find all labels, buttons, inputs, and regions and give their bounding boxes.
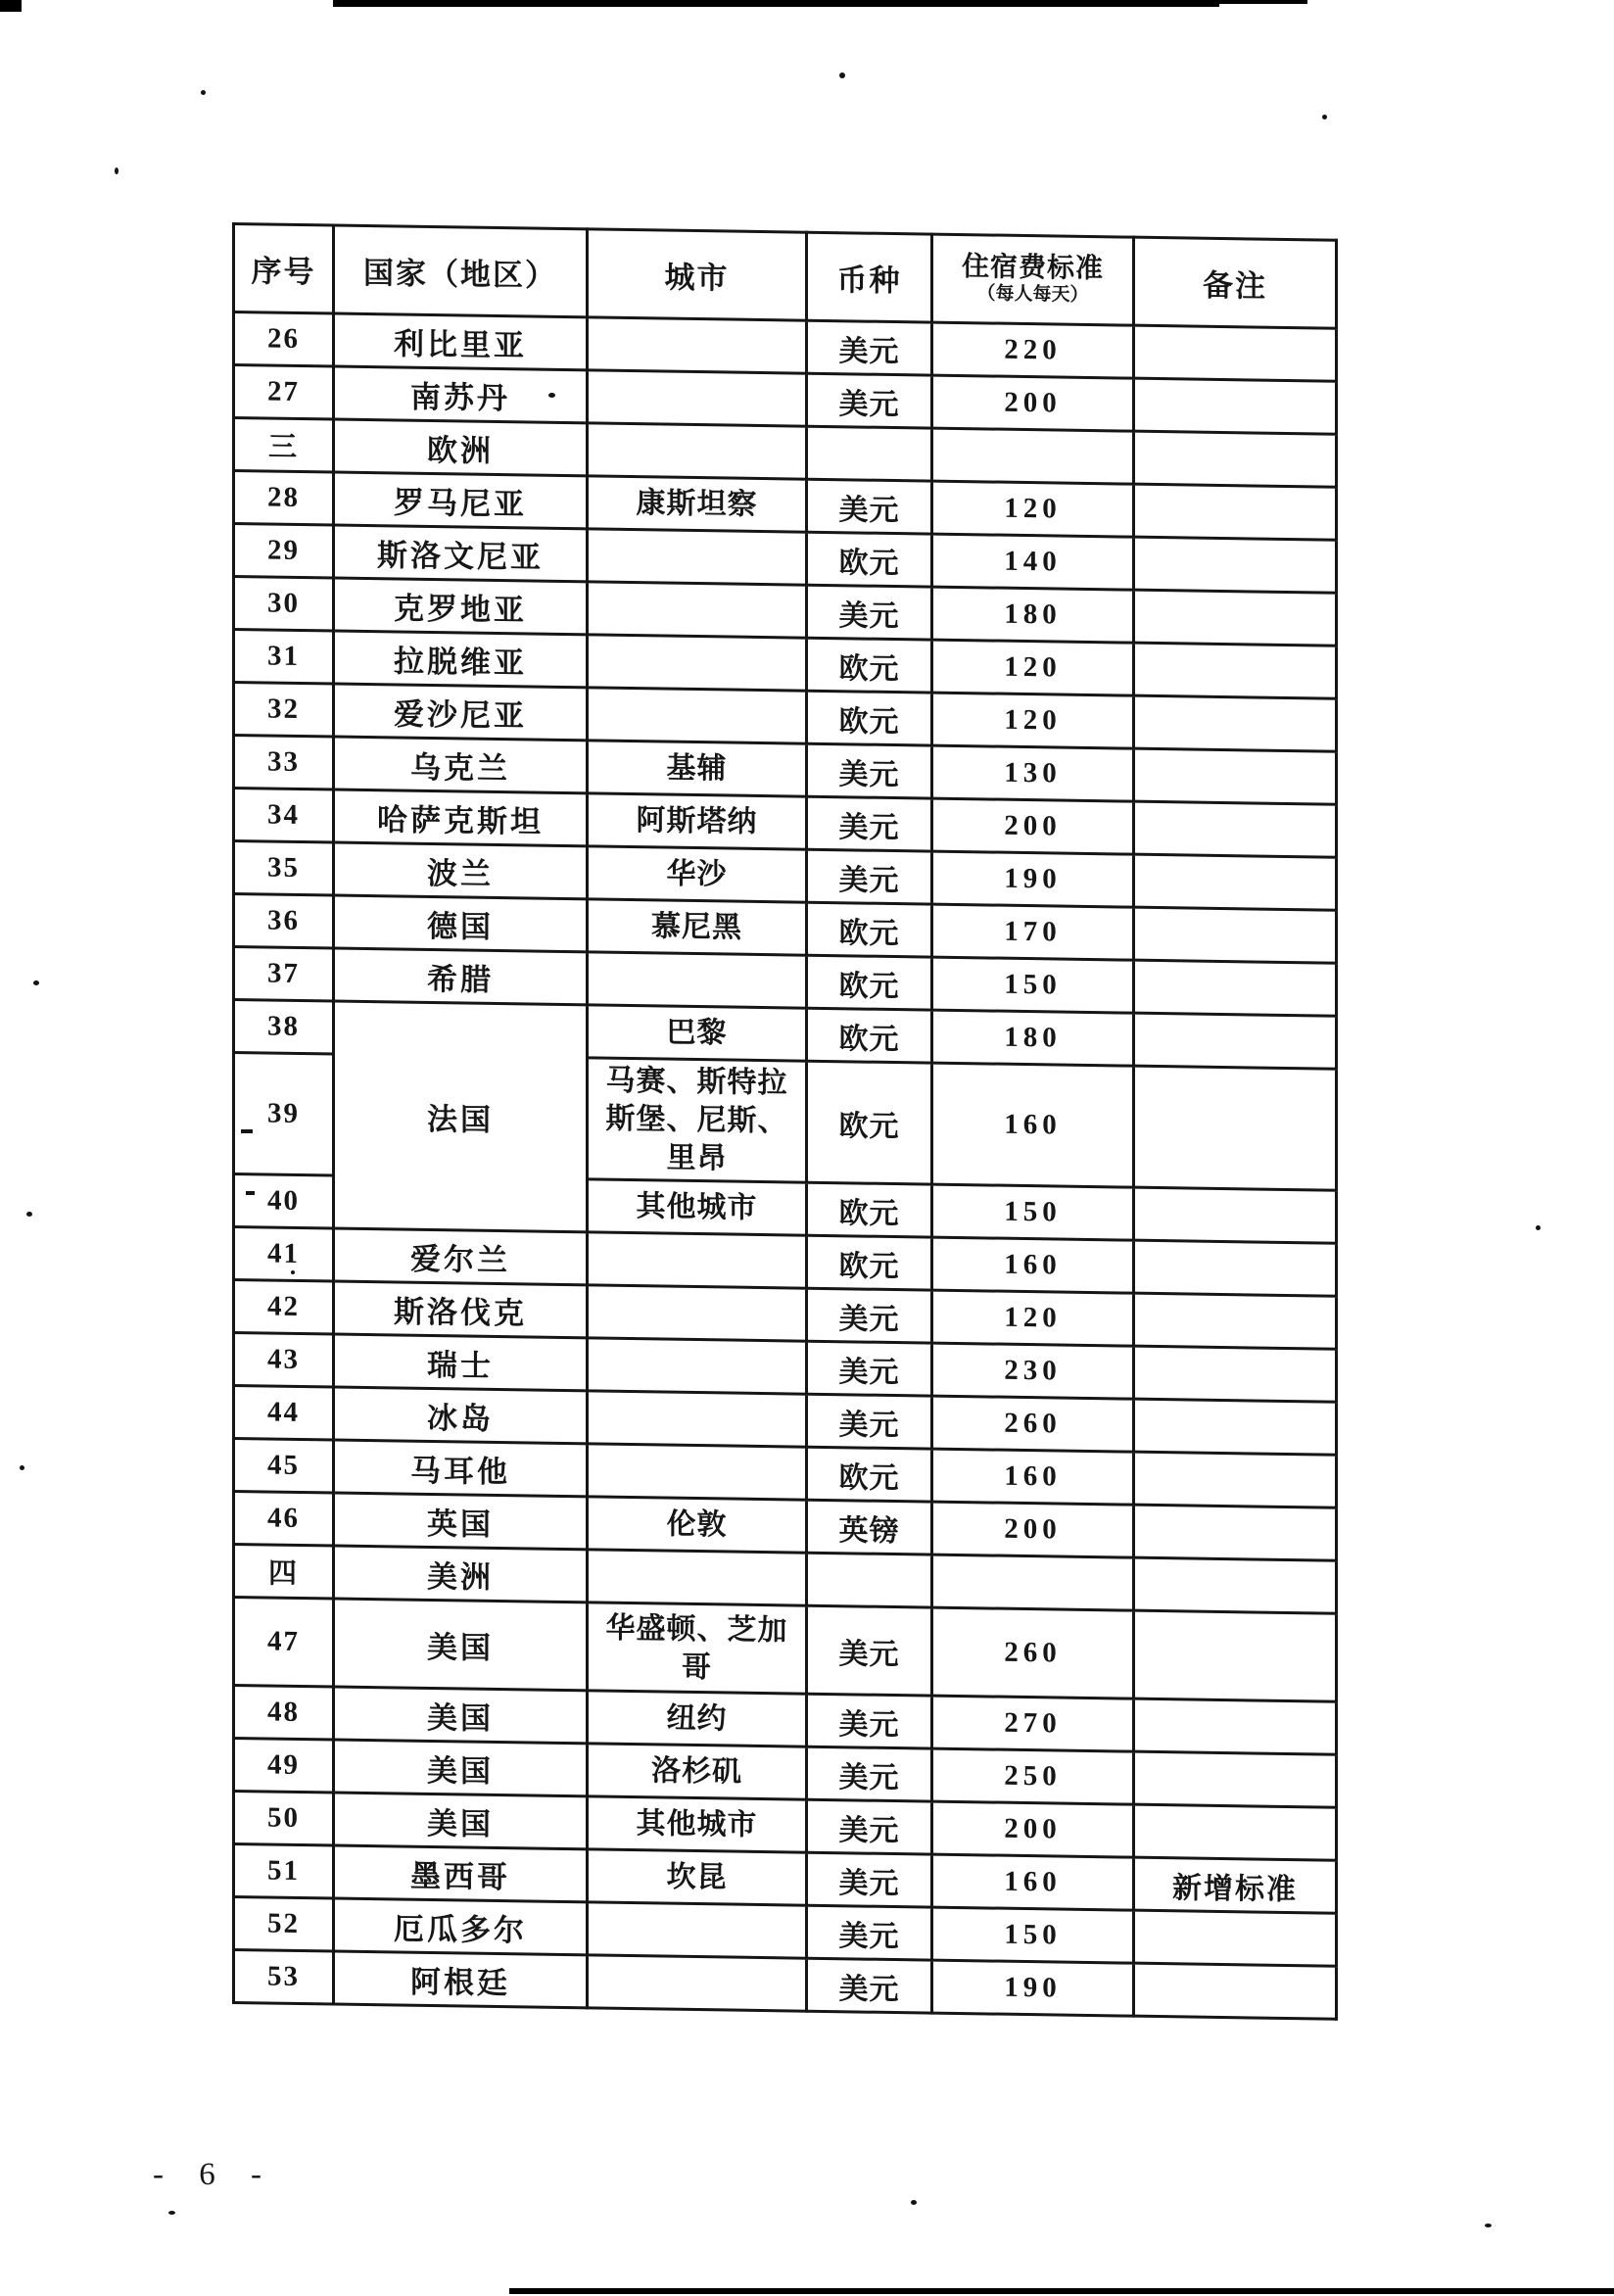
scan-speck	[839, 72, 845, 78]
cell-currency: 美元	[807, 1694, 932, 1748]
cell-country: 冰岛	[334, 1387, 588, 1444]
cell-note	[1134, 325, 1337, 381]
cell-country: 南苏丹	[334, 366, 588, 423]
cell-note	[1134, 537, 1337, 593]
cell-note	[1134, 643, 1337, 698]
cell-currency: 美元	[807, 1905, 932, 1960]
cell-country: 美洲	[334, 1546, 588, 1602]
cell-note	[1134, 854, 1337, 910]
cell-currency: 美元	[807, 373, 932, 428]
cell-no: 40	[234, 1174, 334, 1229]
cell-currency: 欧元	[807, 638, 932, 693]
cell-note	[1134, 1452, 1337, 1507]
scan-speck	[26, 1212, 32, 1217]
cell-no: 39	[234, 1053, 334, 1176]
cell-note	[1134, 960, 1337, 1016]
cell-rate: 180	[932, 587, 1134, 643]
cell-no: 33	[234, 736, 334, 790]
table-header-row	[234, 224, 1337, 329]
cell-rate: 200	[932, 1801, 1134, 1857]
cell-rate: 120	[932, 1290, 1134, 1346]
cell-no: 43	[234, 1333, 334, 1388]
cell-country: 利比里亚	[334, 313, 588, 370]
cell-note	[1134, 1013, 1337, 1069]
rates-table-body	[234, 312, 1337, 2020]
cell-city: 其他城市	[588, 1179, 807, 1235]
cell-currency: 欧元	[807, 1235, 932, 1290]
header-rate-subtitle: （每人每天）	[976, 283, 1089, 307]
cell-rate: 270	[932, 1696, 1134, 1751]
cell-city: 坎昆	[588, 1849, 807, 1905]
cell-currency: 美元	[807, 1394, 932, 1449]
cell-currency: 美元	[807, 1958, 932, 2013]
cell-note	[1134, 484, 1337, 540]
header-rate	[932, 234, 1134, 325]
cell-note	[1134, 1910, 1337, 1966]
cell-currency: 欧元	[807, 532, 932, 587]
rates-table	[232, 222, 1338, 2021]
cell-note	[1134, 1963, 1337, 2019]
cell-no: 48	[234, 1686, 334, 1741]
cell-rate: 170	[932, 904, 1134, 960]
cell-country: 乌克兰	[334, 737, 588, 793]
cell-rate	[932, 428, 1134, 484]
cell-city: 马赛、斯特拉斯堡、尼斯、里昂	[588, 1058, 807, 1182]
cell-city: 慕尼黑	[588, 899, 807, 955]
cell-rate: 230	[932, 1343, 1134, 1399]
cell-no: 32	[234, 683, 334, 738]
scan-speck	[1322, 115, 1327, 120]
cell-no: 四	[234, 1545, 334, 1600]
cell-rate: 260	[932, 1396, 1134, 1452]
cell-currency: 欧元	[807, 1008, 932, 1063]
cell-rate: 120	[932, 693, 1134, 748]
cell-country: 斯洛文尼亚	[334, 525, 588, 582]
cell-note	[1134, 801, 1337, 857]
cell-rate: 190	[932, 851, 1134, 907]
cell-city	[588, 370, 807, 426]
cell-country: 克罗地亚	[334, 578, 588, 635]
cell-city	[588, 688, 807, 743]
cell-no: 37	[234, 947, 334, 1002]
cell-no: 31	[234, 630, 334, 685]
cell-country: 哈萨克斯坦	[334, 789, 588, 846]
cell-rate: 200	[932, 798, 1134, 854]
cell-city: 伦敦	[588, 1497, 807, 1553]
cell-currency: 美元	[807, 1605, 932, 1696]
cell-no: 27	[234, 365, 334, 420]
cell-currency: 欧元	[807, 1061, 932, 1184]
cell-rate: 200	[932, 1502, 1134, 1557]
cell-no: 28	[234, 471, 334, 526]
cell-city	[588, 1955, 807, 2011]
cell-currency: 美元	[807, 1288, 932, 1343]
cell-note	[1134, 1187, 1337, 1243]
cell-no: 38	[234, 1000, 334, 1055]
cell-note	[1134, 1293, 1337, 1349]
cell-rate: 120	[932, 481, 1134, 537]
cell-note	[1134, 590, 1337, 646]
cell-city	[588, 1232, 807, 1288]
cell-country: 法国	[334, 1001, 588, 1232]
scan-speck	[33, 981, 39, 985]
scan-speck	[115, 167, 119, 174]
cell-currency: 美元	[807, 796, 932, 851]
cell-city: 华沙	[588, 846, 807, 902]
cell-currency: 美元	[807, 1341, 932, 1396]
header-no: 序号	[234, 224, 334, 314]
cell-rate: 260	[932, 1607, 1134, 1698]
cell-no: 29	[234, 524, 334, 579]
scan-speck	[168, 2211, 175, 2215]
cell-currency	[807, 426, 932, 481]
cell-city: 巴黎	[588, 1005, 807, 1061]
cell-currency: 美元	[807, 1852, 932, 1907]
cell-country: 欧洲	[334, 419, 588, 476]
cell-city: 康斯坦察	[588, 476, 807, 532]
cell-no: 47	[234, 1598, 334, 1688]
cell-city	[588, 582, 807, 638]
cell-city	[588, 529, 807, 585]
cell-no: 44	[234, 1386, 334, 1441]
header-note: 备注	[1134, 237, 1337, 328]
rates-table-container	[232, 222, 1338, 2021]
scan-speck	[1536, 1225, 1541, 1230]
cell-city: 其他城市	[588, 1796, 807, 1852]
cell-no: 三	[234, 418, 334, 473]
cell-rate: 120	[932, 640, 1134, 695]
page-number: - 6 -	[153, 2157, 275, 2192]
cell-country: 美国	[334, 1793, 588, 1849]
cell-currency: 欧元	[807, 1182, 932, 1237]
cell-country: 阿根廷	[334, 1951, 588, 2008]
cell-note	[1134, 1557, 1337, 1613]
cell-no: 30	[234, 577, 334, 632]
cell-note	[1134, 1399, 1337, 1455]
cell-rate: 150	[932, 1184, 1134, 1240]
cell-country: 波兰	[334, 842, 588, 899]
cell-country: 爱沙尼亚	[334, 684, 588, 741]
cell-city: 洛杉矶	[588, 1744, 807, 1799]
scan-edge-artifact	[1214, 0, 1307, 4]
scan-speck	[201, 90, 206, 95]
cell-country: 英国	[334, 1493, 588, 1550]
cell-note	[1134, 1505, 1337, 1560]
cell-note	[1134, 695, 1337, 751]
cell-currency: 欧元	[807, 902, 932, 957]
scan-edge-artifact	[509, 2288, 1614, 2294]
cell-city	[588, 1285, 807, 1341]
cell-no: 45	[234, 1439, 334, 1494]
cell-note	[1134, 1610, 1337, 1701]
cell-rate: 220	[932, 322, 1134, 378]
cell-currency: 美元	[807, 585, 932, 640]
cell-country: 美国	[334, 1687, 588, 1744]
cell-currency: 欧元	[807, 691, 932, 745]
cell-country: 马耳他	[334, 1440, 588, 1497]
cell-no: 49	[234, 1739, 334, 1794]
cell-currency: 美元	[807, 743, 932, 798]
cell-city	[588, 1550, 807, 1605]
cell-rate: 250	[932, 1748, 1134, 1804]
cell-currency	[807, 1553, 932, 1607]
cell-no: 53	[234, 1950, 334, 2005]
cell-currency: 美元	[807, 1746, 932, 1801]
scan-edge-artifact	[333, 0, 1219, 7]
cell-city: 阿斯塔纳	[588, 793, 807, 849]
cell-city	[588, 317, 807, 373]
cell-no: 42	[234, 1280, 334, 1335]
cell-no: 35	[234, 841, 334, 896]
cell-city	[588, 1902, 807, 1958]
cell-note	[1134, 1346, 1337, 1402]
cell-country: 厄瓜多尔	[334, 1898, 588, 1955]
table-row	[234, 1598, 1337, 1702]
cell-rate: 160	[932, 1449, 1134, 1505]
cell-city: 基辅	[588, 741, 807, 796]
scan-speck	[20, 1465, 24, 1470]
cell-currency: 美元	[807, 320, 932, 375]
header-rate-title: 住宿费标准	[961, 252, 1104, 285]
cell-country: 瑞士	[334, 1334, 588, 1391]
cell-city	[588, 1444, 807, 1500]
cell-currency: 美元	[807, 1799, 932, 1854]
cell-city	[588, 635, 807, 691]
cell-rate: 160	[932, 1854, 1134, 1910]
cell-city	[588, 952, 807, 1008]
cell-country: 德国	[334, 895, 588, 952]
cell-rate: 150	[932, 957, 1134, 1013]
cell-rate: 160	[932, 1063, 1134, 1187]
cell-note	[1134, 1698, 1337, 1754]
cell-city: 纽约	[588, 1691, 807, 1746]
cell-country: 斯洛伐克	[334, 1281, 588, 1338]
cell-note	[1134, 1240, 1337, 1296]
cell-rate: 190	[932, 1960, 1134, 2016]
cell-no: 46	[234, 1492, 334, 1547]
cell-note	[1134, 378, 1337, 434]
cell-currency: 欧元	[807, 1447, 932, 1502]
cell-no: 26	[234, 312, 334, 367]
cell-country: 美国	[334, 1740, 588, 1796]
cell-note	[1134, 907, 1337, 963]
cell-currency: 英镑	[807, 1500, 932, 1555]
cell-no: 51	[234, 1844, 334, 1899]
cell-no: 36	[234, 894, 334, 949]
cell-note: 新增标准	[1134, 1857, 1337, 1913]
cell-country: 墨西哥	[334, 1845, 588, 1902]
cell-city	[588, 423, 807, 479]
cell-rate: 130	[932, 745, 1134, 801]
header-country: 国家（地区）	[334, 225, 588, 317]
header-currency: 币种	[807, 232, 932, 322]
cell-country: 希腊	[334, 948, 588, 1005]
scan-speck	[1485, 2224, 1492, 2227]
cell-note	[1134, 431, 1337, 487]
cell-rate: 150	[932, 1907, 1134, 1963]
cell-rate: 160	[932, 1237, 1134, 1293]
cell-no: 41	[234, 1227, 334, 1282]
cell-country: 拉脱维亚	[334, 631, 588, 688]
cell-no: 34	[234, 789, 334, 843]
cell-country: 爱尔兰	[334, 1228, 588, 1285]
cell-rate	[932, 1555, 1134, 1610]
cell-note	[1134, 1804, 1337, 1860]
cell-rate: 200	[932, 375, 1134, 431]
cell-no: 52	[234, 1897, 334, 1952]
cell-rate: 140	[932, 534, 1134, 590]
scan-speck	[911, 2200, 917, 2205]
cell-country: 美国	[334, 1599, 588, 1691]
scan-edge-artifact	[0, 0, 22, 12]
cell-rate: 180	[932, 1010, 1134, 1066]
cell-country: 罗马尼亚	[334, 472, 588, 529]
cell-no: 50	[234, 1792, 334, 1846]
cell-city	[588, 1338, 807, 1394]
cell-city	[588, 1391, 807, 1447]
cell-currency: 美元	[807, 849, 932, 904]
cell-currency: 美元	[807, 479, 932, 534]
cell-city: 华盛顿、芝加哥	[588, 1602, 807, 1694]
header-city: 城市	[588, 229, 807, 320]
cell-note	[1134, 1066, 1337, 1190]
cell-note	[1134, 748, 1337, 804]
cell-note	[1134, 1751, 1337, 1807]
cell-currency: 欧元	[807, 955, 932, 1010]
